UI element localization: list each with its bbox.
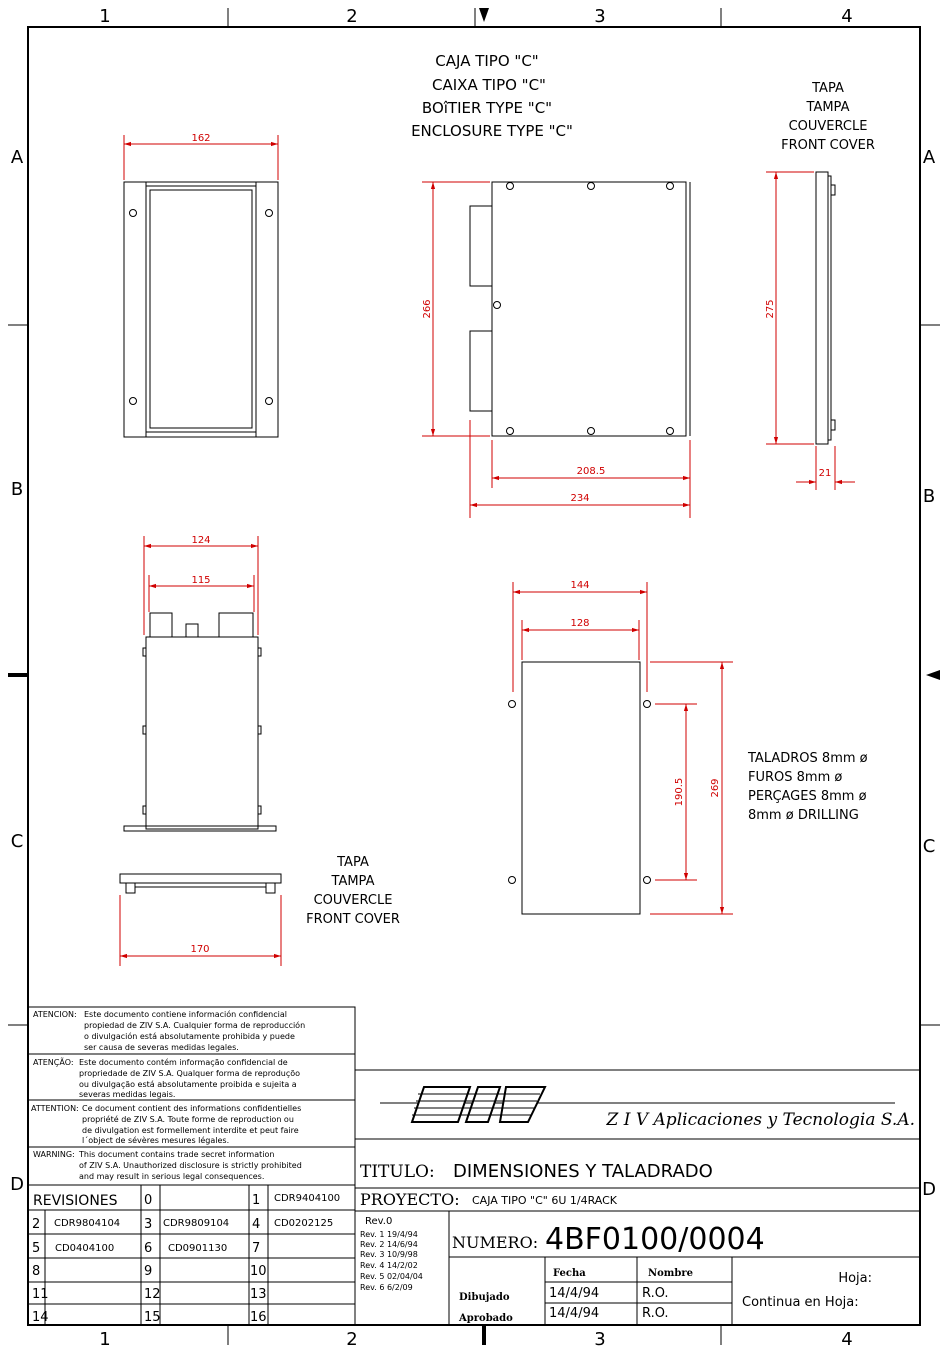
svg-text:0: 0 [144, 1193, 153, 1208]
panel-cutout-drawing [509, 662, 651, 914]
svg-text:TALADROS 8mm ø: TALADROS 8mm ø [748, 751, 868, 766]
center-arrow-top-icon [479, 8, 489, 22]
aprobado-fecha: 14/4/94 [549, 1306, 600, 1321]
svg-text:ou divulgação está absolutamen: ou divulgação está absolutamente proibida e sujeita a [79, 1080, 297, 1089]
svg-text:This document contains trade s: This document contains trade secret information [79, 1150, 275, 1159]
dim-side-depth-inner: 208.5 [576, 466, 606, 477]
svg-text:Rev. 6 6/2/09: Rev. 6 6/2/09 [360, 1283, 413, 1292]
front-cover-label-top [781, 81, 875, 153]
svg-text:12: 12 [144, 1287, 161, 1302]
svg-text:CAJA TIPO "C": CAJA TIPO "C" [435, 52, 539, 70]
col-label-4-bottom: 4 [841, 1329, 853, 1350]
rev-current: Rev.0 [365, 1216, 393, 1227]
svg-text:CAIXA TIPO "C": CAIXA TIPO "C" [432, 76, 546, 94]
front-cover-top-drawing [120, 874, 281, 893]
svg-text:Ce document contient des infor: Ce document contient des informations confidentielles [82, 1104, 302, 1113]
top-view-drawing [124, 613, 276, 831]
col-label-1-top: 1 [99, 6, 111, 27]
svg-text:COUVERCLE: COUVERCLE [313, 893, 393, 908]
row-label-b-right: B [922, 486, 936, 507]
svg-text:TAPA: TAPA [812, 81, 844, 96]
front-view-drawing [124, 182, 278, 437]
titulo-value: DIMENSIONES Y TALADRADO [453, 1161, 713, 1182]
dim-panel-height: 269 [710, 778, 721, 798]
svg-text:ATENÇÃO:: ATENÇÃO: [33, 1058, 74, 1067]
nombre-label: Nombre [648, 1268, 694, 1279]
front-cover-label-bottom [306, 855, 400, 927]
col-label-2-top: 2 [346, 6, 358, 27]
dim-side-height: 266 [422, 299, 433, 319]
svg-text:14: 14 [32, 1310, 49, 1325]
svg-text:6: 6 [144, 1241, 153, 1256]
svg-text:Rev. 1 19/4/94: Rev. 1 19/4/94 [360, 1230, 418, 1239]
svg-text:10: 10 [250, 1264, 267, 1279]
dibujado-fecha: 14/4/94 [549, 1286, 600, 1301]
dim-top-width-inner: 115 [191, 575, 211, 586]
side-view-screws [494, 183, 674, 435]
svg-text:CDR9809104: CDR9809104 [163, 1218, 230, 1229]
row-label-c-right: C [922, 836, 936, 857]
dim-hole-spacing: 190.5 [674, 777, 685, 807]
aprobado-nombre: R.O. [642, 1306, 669, 1321]
svg-text:and may result in serious lega: and may result in serious legal consequences. [79, 1172, 265, 1181]
continua-label: Continua en Hoja: [742, 1295, 859, 1310]
side-view-drawing [470, 182, 690, 436]
numero-label: NUMERO: [452, 1233, 539, 1252]
row-label-c-left: C [10, 831, 24, 852]
svg-text:3: 3 [144, 1217, 153, 1232]
svg-text:5: 5 [32, 1241, 41, 1256]
svg-text:CDR9804104: CDR9804104 [54, 1218, 121, 1229]
company-name: Z I V Aplicaciones y Tecnologia S.A. [606, 1110, 915, 1130]
numero-value: 4BF0100/0004 [545, 1222, 765, 1257]
rev-history [360, 1230, 423, 1292]
notice-pt [33, 1057, 300, 1099]
dibujado-nombre: R.O. [642, 1286, 669, 1301]
revisions-header: REVISIONES [33, 1193, 118, 1209]
svg-text:FRONT COVER: FRONT COVER [781, 138, 875, 153]
row-label-b-left: B [10, 479, 24, 500]
svg-text:ATENCION:: ATENCION: [33, 1010, 77, 1019]
dim-panel-width-inner: 128 [570, 618, 590, 629]
svg-text:11: 11 [32, 1287, 49, 1302]
col-label-4-top: 4 [841, 6, 853, 27]
notice-es [33, 1009, 305, 1052]
svg-text:9: 9 [144, 1264, 153, 1279]
row-label-a-right: A [922, 147, 936, 168]
svg-text:TAPA: TAPA [337, 855, 369, 870]
proyecto-label: PROYECTO: [360, 1190, 460, 1209]
svg-text:FUROS 8mm ø: FUROS 8mm ø [748, 770, 843, 785]
dim-top-width-outer: 124 [191, 535, 211, 546]
svg-text:PERÇAGES 8mm ø: PERÇAGES 8mm ø [748, 789, 867, 804]
fecha-label: Fecha [553, 1268, 586, 1279]
dim-cover-height: 275 [765, 299, 776, 319]
svg-text:severas medidas legais.: severas medidas legais. [79, 1090, 176, 1099]
svg-text:Rev. 4 14/2/02: Rev. 4 14/2/02 [360, 1261, 418, 1270]
revision-cells [32, 1193, 340, 1325]
svg-text:Este documento contém informaç: Este documento contém informação confidencial de [79, 1058, 288, 1067]
svg-text:2: 2 [32, 1217, 41, 1232]
svg-text:16: 16 [250, 1310, 267, 1325]
dim-panel-width-outer: 144 [570, 580, 590, 591]
svg-text:8mm ø DRILLING: 8mm ø DRILLING [748, 808, 859, 823]
svg-text:13: 13 [250, 1287, 267, 1302]
svg-text:ser causa de severas medidas l: ser causa de severas medidas legales. [84, 1043, 239, 1052]
svg-text:7: 7 [252, 1241, 261, 1256]
row-label-d-right: D [922, 1179, 936, 1200]
svg-text:Rev. 3 10/9/98: Rev. 3 10/9/98 [360, 1250, 418, 1259]
svg-text:1: 1 [252, 1193, 261, 1208]
notice-en [33, 1150, 302, 1181]
enclosure-heading [411, 52, 573, 140]
aprobado-label: Aprobado [459, 1313, 513, 1324]
col-label-1-bottom: 1 [99, 1329, 111, 1350]
proyecto-value: CAJA TIPO "C" 6U 1/4RACK [472, 1194, 617, 1207]
svg-text:TAMPA: TAMPA [331, 874, 375, 889]
col-label-3-top: 3 [594, 6, 606, 27]
svg-text:propriedade de ZIV S.A. Qualq: propriedade de ZIV S.A. Qualquer forma de reproduçõo [79, 1069, 301, 1078]
dim-side-depth-total: 234 [570, 493, 590, 504]
svg-text:CD0901130: CD0901130 [168, 1243, 228, 1254]
svg-text:propiedad de ZIV S.A. Cualquie: propiedad de ZIV S.A. Cualquier forma de reproducción [84, 1021, 306, 1030]
dim-cover-width: 170 [190, 944, 210, 955]
svg-text:FRONT COVER: FRONT COVER [306, 912, 400, 927]
svg-text:TAMPA: TAMPA [806, 100, 850, 115]
row-label-d-left: D [10, 1174, 24, 1195]
dim-cover-thickness: 21 [818, 468, 832, 479]
titulo-label: TITULO: [360, 1162, 435, 1182]
svg-text:of ZIV S.A. Unauthorized discl: of ZIV S.A. Unauthorized disclosure is strictly prohibited [79, 1161, 302, 1170]
front-cover-side-drawing [816, 172, 835, 444]
row-label-a-left: A [10, 147, 24, 168]
center-arrow-right-icon [926, 670, 940, 680]
dim-front-width: 162 [191, 133, 211, 144]
svg-text:ENCLOSURE TYPE "C": ENCLOSURE TYPE "C" [411, 122, 573, 140]
svg-text:ATTENTION:: ATTENTION: [31, 1104, 79, 1113]
svg-text:15: 15 [144, 1310, 161, 1325]
svg-text:8: 8 [32, 1264, 41, 1279]
svg-text:COUVERCLE: COUVERCLE [788, 119, 868, 134]
svg-text:Rev. 2 14/6/94: Rev. 2 14/6/94 [360, 1240, 418, 1249]
svg-text:CDR9404100: CDR9404100 [274, 1193, 341, 1204]
svg-text:CD0404100: CD0404100 [55, 1243, 115, 1254]
svg-text:l´object de sévères mesures lé: l´object de sévères mesures légales. [82, 1136, 230, 1145]
notice-fr [31, 1104, 301, 1145]
svg-text:Rev. 5 02/04/04: Rev. 5 02/04/04 [360, 1272, 423, 1281]
svg-text:4: 4 [252, 1217, 261, 1232]
drilling-note [747, 751, 868, 823]
svg-text:propriété de ZIV S.A. Toute fo: propriété de ZIV S.A. Toute forme de reproduction ou [82, 1115, 294, 1124]
svg-text:BOîTIER TYPE "C": BOîTIER TYPE "C" [421, 99, 553, 117]
svg-text:CD0202125: CD0202125 [274, 1218, 334, 1229]
col-label-3-bottom: 3 [594, 1329, 606, 1350]
dibujado-label: Dibujado [459, 1292, 510, 1303]
col-label-2-bottom: 2 [346, 1329, 358, 1350]
svg-text:o divulgación está absolutamen: o divulgación está absolutamente prohibida y puede [84, 1032, 295, 1041]
svg-text:Este documento contiene inform: Este documento contiene información confidencial [84, 1010, 287, 1019]
hoja-label: Hoja: [838, 1271, 872, 1286]
svg-text:de divulgation est formellemen: de divulgation est formellement interdite et peut faire [82, 1126, 299, 1135]
svg-text:WARNING:: WARNING: [33, 1150, 75, 1159]
